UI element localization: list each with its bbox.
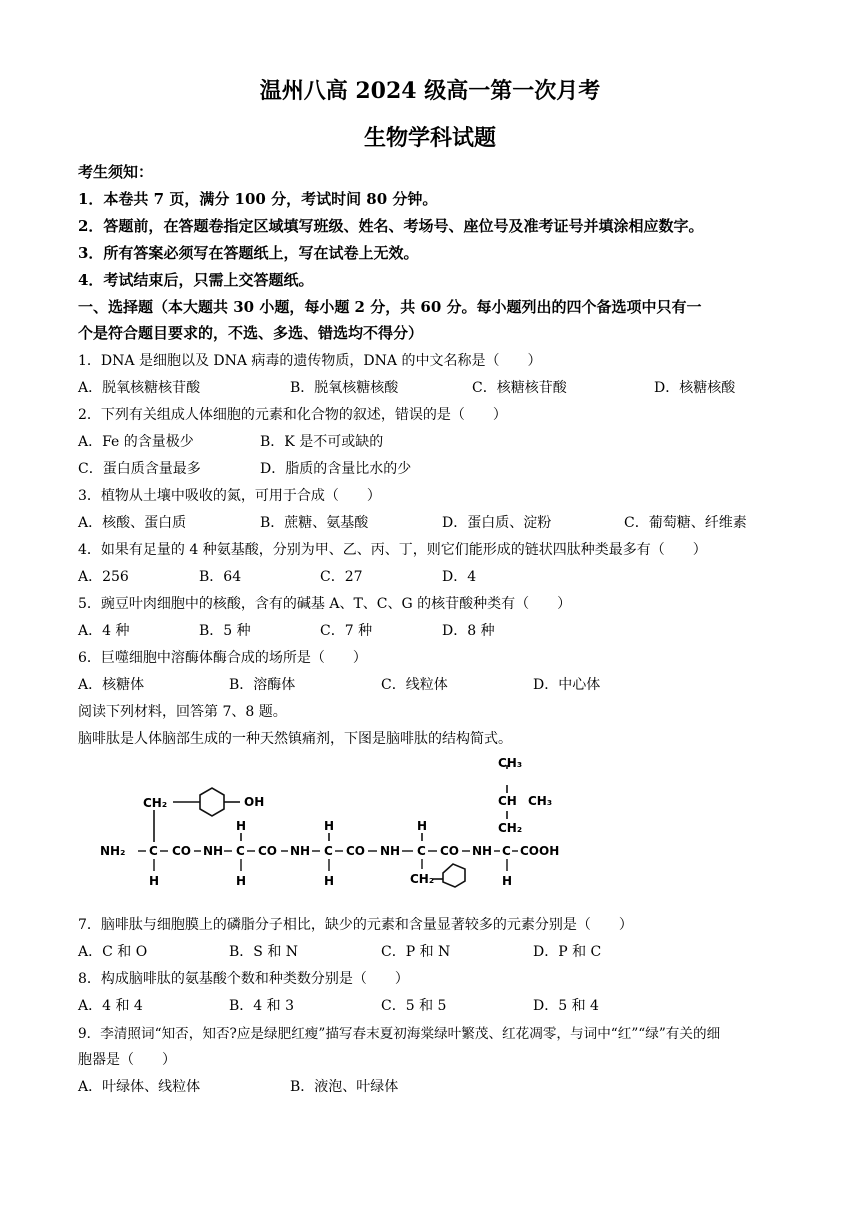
option: A．脱氧核糖核苷酸 <box>78 380 201 396</box>
option: C．27 <box>320 569 363 585</box>
option: D．中心体 <box>533 677 601 693</box>
option: B．K 是不可或缺的 <box>260 434 384 450</box>
option: C．线粒体 <box>381 677 448 693</box>
section-heading: 一、选择题（本大题共 30 小题，每小题 2 分，共 60 分。每小题列出的四个备选项中只有一 <box>78 298 702 316</box>
question-stem: 2．下列有关组成人体细胞的元素和化合物的叙述，错误的是（ ） <box>78 407 507 423</box>
notice-item: 4．考试结束后，只需上交答题纸。 <box>78 271 314 289</box>
co-label: CO <box>440 844 460 858</box>
exam-subtitle: 生物学科试题 <box>363 125 496 151</box>
notice-item: 2．答题前，在答题卷指定区域填写班级、姓名、考场号、座位号及准考证号并填涂相应数字。 <box>78 217 704 235</box>
option: B．蔗糖、氨基酸 <box>260 515 369 531</box>
option: C．5 和 5 <box>381 998 447 1014</box>
question-stem-cont: 胞器是（ ） <box>78 1052 176 1068</box>
option: D．8 种 <box>442 623 495 639</box>
h-bottom: H <box>149 874 160 888</box>
question-stem: 6．巨噬细胞中溶酶体酶合成的场所是（ ） <box>78 650 367 666</box>
option: A．4 和 4 <box>78 998 143 1014</box>
co-label: CO <box>258 844 278 858</box>
ch3-top: CH₃ <box>498 756 523 770</box>
cooh-label: COOH <box>520 844 560 858</box>
oh-label: OH <box>244 795 265 809</box>
option: A．核糖体 <box>78 677 145 693</box>
option: B．5 种 <box>199 623 251 639</box>
option: C．核糖核苷酸 <box>472 380 567 396</box>
option: D．蛋白质、淀粉 <box>442 515 552 531</box>
h-bottom: H <box>324 874 335 888</box>
option: B．4 和 3 <box>229 998 295 1014</box>
option: B．液泡、叶绿体 <box>290 1079 399 1095</box>
option: B．S 和 N <box>229 944 299 960</box>
notice-heading: 考生须知： <box>78 163 154 181</box>
option: D．P 和 C <box>533 944 602 960</box>
option: B．溶酶体 <box>229 677 296 693</box>
option: D．核糖核酸 <box>654 380 736 396</box>
option: C．蛋白质含量最多 <box>78 461 201 477</box>
question-stem: 8．构成脑啡肽的氨基酸个数和种类数分别是（ ） <box>78 971 409 987</box>
enkephalin-structure-diagram <box>100 755 580 895</box>
option: A．256 <box>78 569 129 585</box>
nh2-label: NH₂ <box>100 844 126 858</box>
option: C．P 和 N <box>381 944 451 960</box>
ch3-side: CH₃ <box>528 794 553 808</box>
h-bottom: H <box>236 874 247 888</box>
question-stem: 9．李清照词“知否，知否?应是绿肥红瘦”描写春末夏初海棠绿叶繁茂、红花凋零，与词中“红”“绿”有关的细 <box>78 1026 721 1042</box>
c-label: C <box>149 844 158 858</box>
option: A．4 种 <box>78 623 130 639</box>
section-heading-cont: 个是符合题目要求的，不选、多选、错选均不得分） <box>78 324 424 342</box>
option: A．叶绿体、线粒体 <box>78 1079 201 1095</box>
ch2-tyr: CH₂ <box>143 796 168 810</box>
question-stem: 1．DNA 是细胞以及 DNA 病毒的遗传物质，DNA 的中文名称是（ ） <box>78 353 542 369</box>
material-text: 脑啡肽是人体脑部生成的一种天然镇痛剂，下图是脑啡肽的结构简式。 <box>78 731 512 747</box>
exam-title: 温州八高 2024 级高一第一次月考 <box>259 78 601 104</box>
nh-label: NH <box>380 844 401 858</box>
option: D．脂质的含量比水的少 <box>260 461 412 477</box>
option: B．脱氧核糖核酸 <box>290 380 399 396</box>
question-stem: 5．豌豆叶肉细胞中的核酸，含有的碱基 A、T、C、G 的核苷酸种类有（ ） <box>78 596 572 612</box>
h-bottom: H <box>502 874 513 888</box>
notice-item: 3．所有答案必须写在答题纸上，写在试卷上无效。 <box>78 244 419 262</box>
phenol-ring <box>200 788 224 816</box>
nh-label: NH <box>290 844 311 858</box>
question-stem: 4．如果有足量的 4 种氨基酸，分别为甲、乙、丙、丁，则它们能形成的链状四肽种类最多有（ ） <box>78 542 707 558</box>
co-label: CO <box>172 844 192 858</box>
h-top: H <box>236 819 247 833</box>
notice-item: 1．本卷共 7 页，满分 100 分，考试时间 80 分钟。 <box>78 190 438 208</box>
option: C．葡萄糖、纤维素 <box>624 515 747 531</box>
question-stem: 3．植物从土壤中吸收的氮，可用于合成（ ） <box>78 488 381 504</box>
ch2-leu: CH₂ <box>498 821 523 835</box>
ch-label: CH <box>498 794 517 808</box>
benzene-ring <box>443 864 465 887</box>
ch2-phe: CH₂ <box>410 872 435 886</box>
option: A．C 和 O <box>78 944 148 960</box>
option: A．Fe 的含量极少 <box>78 434 194 450</box>
co-label: CO <box>346 844 366 858</box>
option: A．核酸、蛋白质 <box>78 515 187 531</box>
c-label: C <box>502 844 511 858</box>
c-label: C <box>324 844 333 858</box>
c-label: C <box>417 844 426 858</box>
nh-label: NH <box>203 844 224 858</box>
option: D．5 和 4 <box>533 998 599 1014</box>
question-stem: 7．脑啡肽与细胞膜上的磷脂分子相比，缺少的元素和含量显著较多的元素分别是（ ） <box>78 917 633 933</box>
material-intro: 阅读下列材料，回答第 7、8 题。 <box>78 704 287 720</box>
option: C．7 种 <box>320 623 373 639</box>
c-label: C <box>236 844 245 858</box>
h-top: H <box>417 819 428 833</box>
option: B．64 <box>199 569 242 585</box>
option: D．4 <box>442 569 477 585</box>
h-top: H <box>324 819 335 833</box>
nh-label: NH <box>472 844 493 858</box>
